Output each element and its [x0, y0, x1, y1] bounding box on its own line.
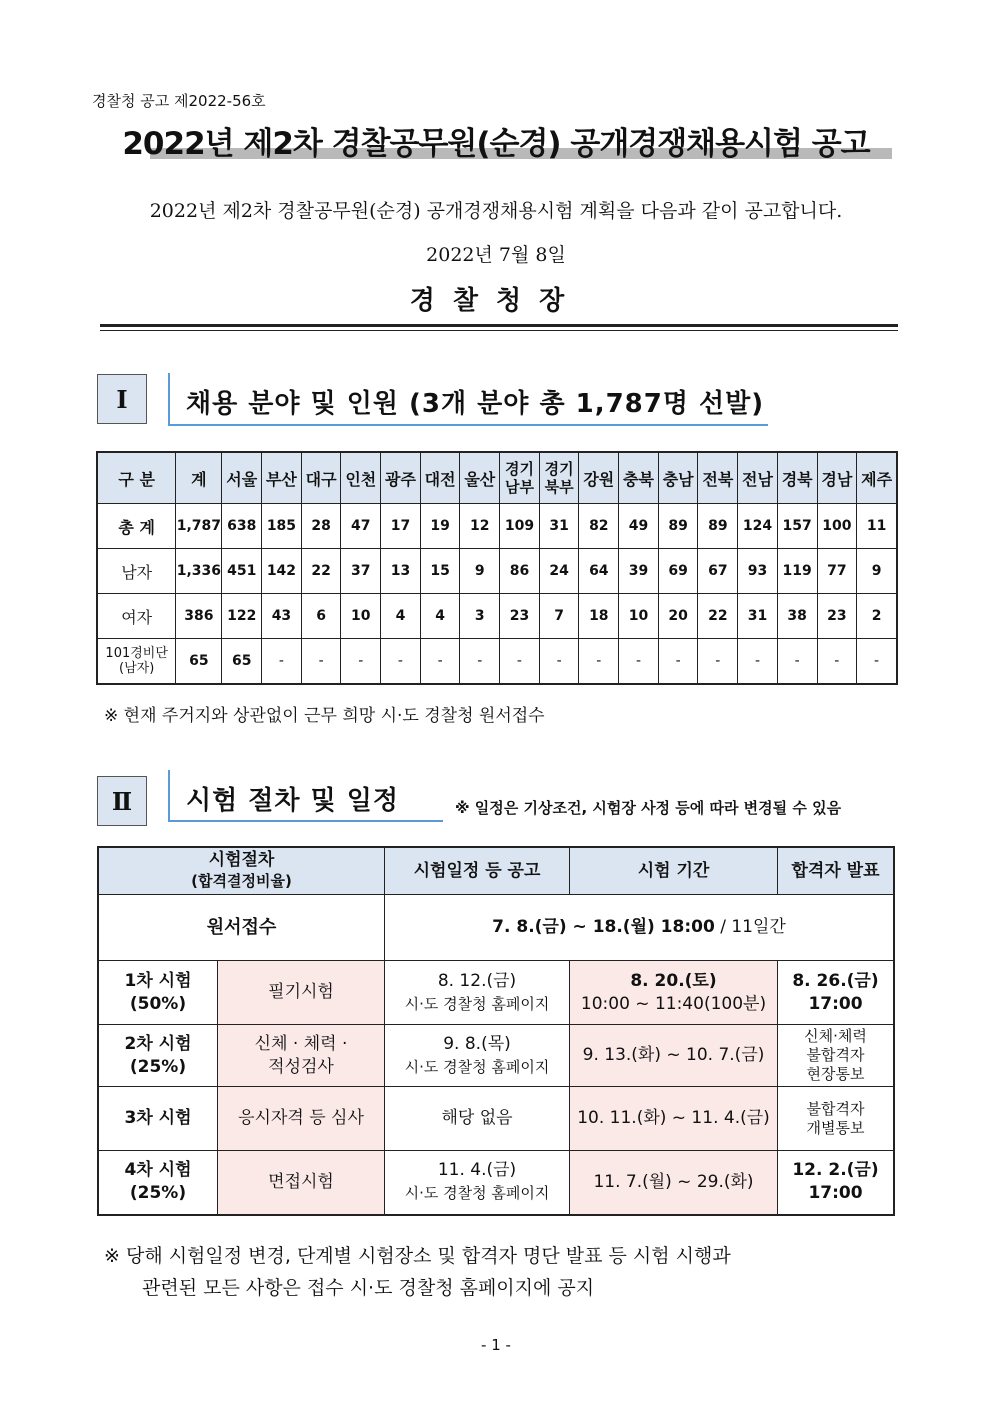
stage-label: [98, 1151, 218, 1215]
header-cell: 서울: [222, 452, 262, 504]
table-cell: 15: [420, 549, 460, 594]
table-header-row: [98, 847, 894, 895]
table-cell: 38: [777, 594, 817, 639]
page-number: - 1 -: [481, 1336, 511, 1354]
table-cell: 109: [500, 504, 540, 549]
table-cell: 7: [539, 594, 579, 639]
stage-result: [778, 1087, 895, 1151]
row-label: 여자: [97, 594, 176, 639]
stage-result-text: 불합격자: [806, 1046, 865, 1064]
table-cell: -: [698, 639, 738, 685]
section-1-number: Ⅰ: [97, 374, 147, 424]
stage-result-text: 신체·체력: [804, 1027, 867, 1045]
stage-announce: [385, 1151, 570, 1215]
table-cell: 31: [539, 504, 579, 549]
stage-period: [570, 1025, 778, 1087]
intro-text: 2022년 제2차 경찰공무원(순경) 공개경쟁채용시험 계획을 다음과 같이 공고합니다.: [149, 200, 843, 222]
stage-announce-text: 시·도 경찰청 홈페이지: [404, 994, 550, 1013]
header-procedure-sub: (합격결정비율): [191, 872, 292, 890]
header-procedure: [98, 847, 385, 895]
table-cell: 10: [341, 594, 381, 639]
table-cell: -: [619, 639, 659, 685]
schedule-table: [97, 846, 895, 1216]
table-cell: 119: [777, 549, 817, 594]
table-cell: -: [301, 639, 341, 685]
table-cell: 100: [817, 504, 857, 549]
stage-name-text: 적성검사: [268, 1056, 334, 1077]
header-cell: 전북: [698, 452, 738, 504]
stage-period: [570, 961, 778, 1025]
table-cell: 23: [817, 594, 857, 639]
stage-label: [98, 961, 218, 1025]
table-cell: 93: [738, 549, 778, 594]
page-title: 2022년 제2차 경찰공무원(순경) 공개경쟁채용시험 공고: [122, 126, 870, 162]
stage-label-text: 1차 시험: [124, 970, 192, 991]
table-cell: 67: [698, 549, 738, 594]
application-period: [385, 895, 895, 961]
stage-period: [570, 1151, 778, 1215]
header-cell: 충남: [658, 452, 698, 504]
header-announce: 시험일정 등 공고: [385, 847, 570, 895]
section-1-divider: [168, 373, 170, 426]
table-cell: 9: [460, 549, 500, 594]
stage-announce: [385, 961, 570, 1025]
stage-name: [218, 961, 385, 1025]
table-cell: 10: [619, 594, 659, 639]
stage-label-text: (25%): [129, 1183, 187, 1204]
section-2-title: 시험 절차 및 일정: [186, 786, 399, 816]
application-period-rest: / 11일간: [714, 917, 786, 937]
table-cell: 69: [658, 549, 698, 594]
issuer: 경찰청장: [409, 286, 583, 316]
table-cell: 47: [341, 504, 381, 549]
header-rule-thin: [100, 330, 898, 331]
recruitment-table: [96, 451, 898, 685]
section-1-underline: [168, 424, 768, 426]
section-2-underline: [168, 820, 443, 822]
application-row: [98, 895, 894, 961]
header-cell: 부산: [262, 452, 302, 504]
header-cell: 대구: [301, 452, 341, 504]
table-cell: -: [341, 639, 381, 685]
application-label: 원서접수: [98, 895, 385, 961]
stage-label-text: (50%): [129, 993, 187, 1014]
table-cell: 64: [579, 549, 619, 594]
section-2-number: Ⅱ: [97, 776, 147, 826]
table-cell: 4: [420, 594, 460, 639]
header-cell: 강원: [579, 452, 619, 504]
stage-announce-text: 8. 12.(금): [437, 970, 517, 991]
header-cell: 경기북부: [539, 452, 579, 504]
row-label: 101경비단(남자): [97, 639, 176, 685]
stage-result: [778, 1151, 895, 1215]
schedule-note: ※ 일정은 기상조건, 시험장 사정 등에 따라 변경될 수 있음: [455, 799, 842, 817]
table-cell: -: [777, 639, 817, 685]
stage-result-text: 개별통보: [806, 1118, 865, 1137]
stage-result-text: 17:00: [808, 1183, 863, 1204]
stage-result-text: 12. 2.(금): [792, 1160, 879, 1181]
table-cell: 9: [857, 549, 897, 594]
stage-label-text: (25%): [129, 1056, 187, 1077]
header-result: 합격자 발표: [778, 847, 895, 895]
table-cell: 24: [539, 549, 579, 594]
header-cell: 대전: [420, 452, 460, 504]
stage-result-text: 8. 26.(금): [792, 970, 879, 991]
table-cell: -: [262, 639, 302, 685]
header-cell: 구 분: [97, 452, 176, 504]
table-cell: 20: [658, 594, 698, 639]
stage-announce-text: 시·도 경찰청 홈페이지: [404, 1057, 550, 1076]
stage-announce: [385, 1025, 570, 1087]
table-header-row: [97, 452, 897, 504]
section-1-title: 채용 분야 및 인원 (3개 분야 총 1,787명 선발): [186, 389, 765, 419]
table-cell: 11: [857, 504, 897, 549]
table-cell: 82: [579, 504, 619, 549]
table-cell: -: [539, 639, 579, 685]
header-cell: 인천: [341, 452, 381, 504]
header-cell: 울산: [460, 452, 500, 504]
table-cell: 89: [698, 504, 738, 549]
table-cell: -: [500, 639, 540, 685]
stage-row: [98, 1087, 894, 1151]
table-cell: 451: [222, 549, 262, 594]
header-cell: 광주: [381, 452, 421, 504]
stage-period-text: 10. 11.(화) ~ 11. 4.(금): [577, 1108, 770, 1128]
header-period: 시험 기간: [570, 847, 778, 895]
table-cell: -: [738, 639, 778, 685]
stage-period-text: 10:00 ~ 11:40(100분): [580, 993, 767, 1014]
stage-period-text: 9. 13.(화) ~ 10. 7.(금): [582, 1045, 765, 1065]
stage-row: [98, 961, 894, 1025]
header-cell: 경북: [777, 452, 817, 504]
table-row: [97, 549, 897, 594]
table-cell: 43: [262, 594, 302, 639]
table-cell: 37: [341, 549, 381, 594]
application-period-main: 7. 8.(금) ~ 18.(월) 18:00: [492, 917, 715, 937]
table-cell: 3: [460, 594, 500, 639]
stage-name-text: 필기시험: [268, 982, 334, 1002]
header-rule-thick: [100, 324, 898, 327]
stage-period-text: 11. 7.(월) ~ 29.(화): [593, 1171, 754, 1192]
table-cell: 39: [619, 549, 659, 594]
table-cell: 1,787: [176, 504, 222, 549]
stage-name: [218, 1151, 385, 1215]
stage-row: [98, 1025, 894, 1087]
table-cell: -: [658, 639, 698, 685]
stage-result-text: 불합격자: [806, 1099, 865, 1118]
table-cell: 1,336: [176, 549, 222, 594]
table-cell: 77: [817, 549, 857, 594]
table-row: [97, 639, 897, 685]
stage-result-text: 17:00: [808, 993, 863, 1014]
stage-label-text: 3차 시험: [124, 1108, 192, 1128]
section-2-note: [104, 1240, 731, 1304]
table-row: [97, 504, 897, 549]
stage-label: [98, 1025, 218, 1087]
stage-name-text: 응시자격 등 심사: [238, 1108, 364, 1128]
stage-result: [778, 961, 895, 1025]
table-cell: 124: [738, 504, 778, 549]
stage-name-text: 신체 · 체력 ·: [254, 1033, 348, 1054]
stage-label-text: 2차 시험: [124, 1033, 192, 1054]
table-cell: 142: [262, 549, 302, 594]
table-cell: 386: [176, 594, 222, 639]
stage-announce-text: 해당 없음: [441, 1108, 513, 1128]
table-cell: 6: [301, 594, 341, 639]
section-2-note-line1: ※ 당해 시험일정 변경, 단계별 시험장소 및 합격자 명단 발표 등 시험 시행과: [104, 1245, 731, 1267]
table-cell: 2: [857, 594, 897, 639]
table-cell: -: [420, 639, 460, 685]
header-cell: 계: [176, 452, 222, 504]
section-1-note: ※ 현재 주거지와 상관없이 근무 희망 시·도 경찰청 원서접수: [104, 706, 545, 726]
stage-name: [218, 1025, 385, 1087]
table-cell: -: [857, 639, 897, 685]
table-cell: 18: [579, 594, 619, 639]
table-row: [97, 594, 897, 639]
section-2-note-line2: 관련된 모든 사항은 접수 시·도 경찰청 홈페이지에 공지: [142, 1277, 595, 1299]
header-cell: 경기남부: [500, 452, 540, 504]
table-cell: 185: [262, 504, 302, 549]
stage-name: [218, 1087, 385, 1151]
table-cell: 23: [500, 594, 540, 639]
notice-date: 2022년 7월 8일: [426, 244, 566, 266]
table-cell: 19: [420, 504, 460, 549]
table-cell: -: [817, 639, 857, 685]
stage-period: [570, 1087, 778, 1151]
table-cell: -: [460, 639, 500, 685]
stage-name-text: 면접시험: [268, 1171, 334, 1192]
stage-announce: [385, 1087, 570, 1151]
table-cell: 49: [619, 504, 659, 549]
table-cell: 31: [738, 594, 778, 639]
table-cell: 22: [301, 549, 341, 594]
notice-number: 경찰청 공고 제2022-56호: [92, 92, 266, 110]
table-cell: 12: [460, 504, 500, 549]
section-2-divider: [168, 770, 170, 822]
stage-announce-text: 시·도 경찰청 홈페이지: [404, 1184, 550, 1203]
header-cell: 전남: [738, 452, 778, 504]
table-cell: 65: [176, 639, 222, 685]
header-procedure-label: 시험절차: [208, 850, 275, 870]
table-cell: 157: [777, 504, 817, 549]
table-cell: 17: [381, 504, 421, 549]
stage-result: [778, 1025, 895, 1087]
table-cell: 22: [698, 594, 738, 639]
table-cell: 122: [222, 594, 262, 639]
stage-label: [98, 1087, 218, 1151]
header-cell: 제주: [857, 452, 897, 504]
stage-announce-text: 9. 8.(목): [443, 1033, 511, 1054]
row-label: 남자: [97, 549, 176, 594]
table-cell: 89: [658, 504, 698, 549]
stage-row: [98, 1151, 894, 1215]
row-label: 총 계: [97, 504, 176, 549]
header-cell: 충북: [619, 452, 659, 504]
table-cell: 28: [301, 504, 341, 549]
table-cell: 4: [381, 594, 421, 639]
stage-result-text: 현장통보: [806, 1065, 865, 1083]
header-cell: 경남: [817, 452, 857, 504]
table-cell: 13: [381, 549, 421, 594]
table-cell: 86: [500, 549, 540, 594]
stage-label-text: 4차 시험: [124, 1160, 192, 1181]
table-cell: -: [381, 639, 421, 685]
table-cell: -: [579, 639, 619, 685]
stage-announce-text: 11. 4.(금): [437, 1160, 517, 1181]
table-cell: 638: [222, 504, 262, 549]
stage-period-text: 8. 20.(토): [630, 970, 717, 991]
table-cell: 65: [222, 639, 262, 685]
